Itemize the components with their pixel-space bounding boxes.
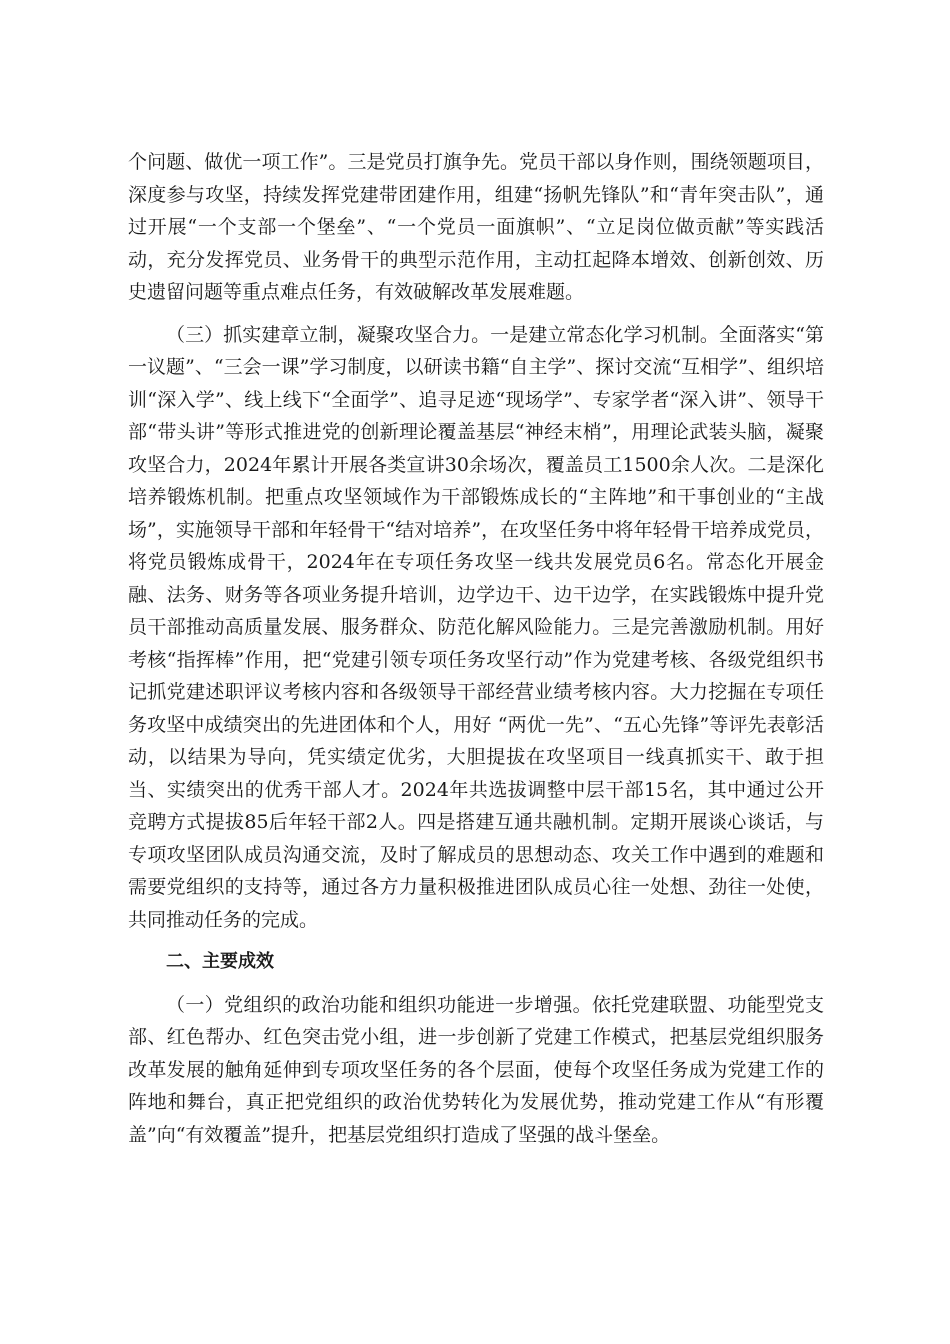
section-heading-main-results: 二、主要成效 (166, 951, 274, 972)
document-page (128, 146, 824, 1151)
paragraph-continuation: 个问题、做优一项工作”。三是党员打旗争先。党员干部以身作则，围绕领题项目，深度参与攻坚，持续发挥党建带团建作用，组建“扬帆先锋队”和“青年突击队”，通过开展“一个支部一个堡垒”、“一个党员一面旗帜”、“立足岗位做贡献”等实践活动，充分发挥党员、业务骨干的典型示范作用，主动扛起降本增效、创新创效、历史遗留问题等重点难点任务，有效破解改革发展难题。 (128, 151, 824, 303)
paragraph-result-one: （一）党组织的政治功能和组织功能进一步增强。依托党建联盟、功能型党支部、红色帮办、红色突击党小组，进一步创新了党建工作模式，把基层党组织服务改革发展的触角延伸到专项攻坚任务的各个层面，使每个攻坚任务成为党建工作的阵地和舞台，真正把党组织的政治优势转化为发展优势，推动党建工作从“有形覆盖”向“有效覆盖”提升，把基层党组织打造成了坚强的战斗堡垒。 (128, 993, 824, 1146)
paragraph-section-three: （三）抓实建章立制，凝聚攻坚合力。一是建立常态化学习机制。全面落实“第一议题”、“三会一课”学习制度，以研读书籍“自主学”、探讨交流“互相学”、组织培训“深入学”、线上线下“全面学”、追寻足迹“现场学”、专家学者“深入讲”、领导干部“带头讲”等形式推进党的创新理论覆盖基层“神经末梢”，用理论武装头脑，凝聚攻坚合力，2024年累计开展各类宣讲30余场次，覆盖员工1500余人次。二是深化培养锻炼机制。把重点攻坚领域作为干部锻炼成长的“主阵地”和干事创业的“主战场”，实施领导干部和年轻骨干“结对培养”，在攻坚任务中将年轻骨干培养成党员，将党员锻炼成骨干，2024年在专项任务攻坚一线共发展党员6名。常态化开展金融、法务、财务等各项业务提升培训，边学边干、边干边学，在实践锻炼中提升党员干部推动高质量发展、服务群众、防范化解风险能力。三是完善激励机制。用好考核“指挥棒”作用，把“党建引领专项任务攻坚行动”作为党建考核、各级党组织书记抓党建述职评议考核内容和各级领导干部经营业绩考核内容。大力挖掘在专项任务攻坚中成绩突出的先进团体和个人，用好 “两优一先”、“五心先锋”等评先表彰活动，以结果为导向，凭实绩定优劣，大胆提拔在攻坚项目一线真抓实干、敢于担当、实绩突出的优秀干部人才。2024年共选拔调整中层干部15名，其中通过公开竞聘方式提拔85后年轻干部2人。四是搭建互通共融机制。定期开展谈心谈话，与专项攻坚团队成员沟通交流，及时了解成员的思想动态、攻关工作中遇到的难题和需要党组织的支持等，通过各方力量积极推进团队成员心往一处想、劲往一处使，共同推动任务的完成。 (128, 323, 824, 931)
